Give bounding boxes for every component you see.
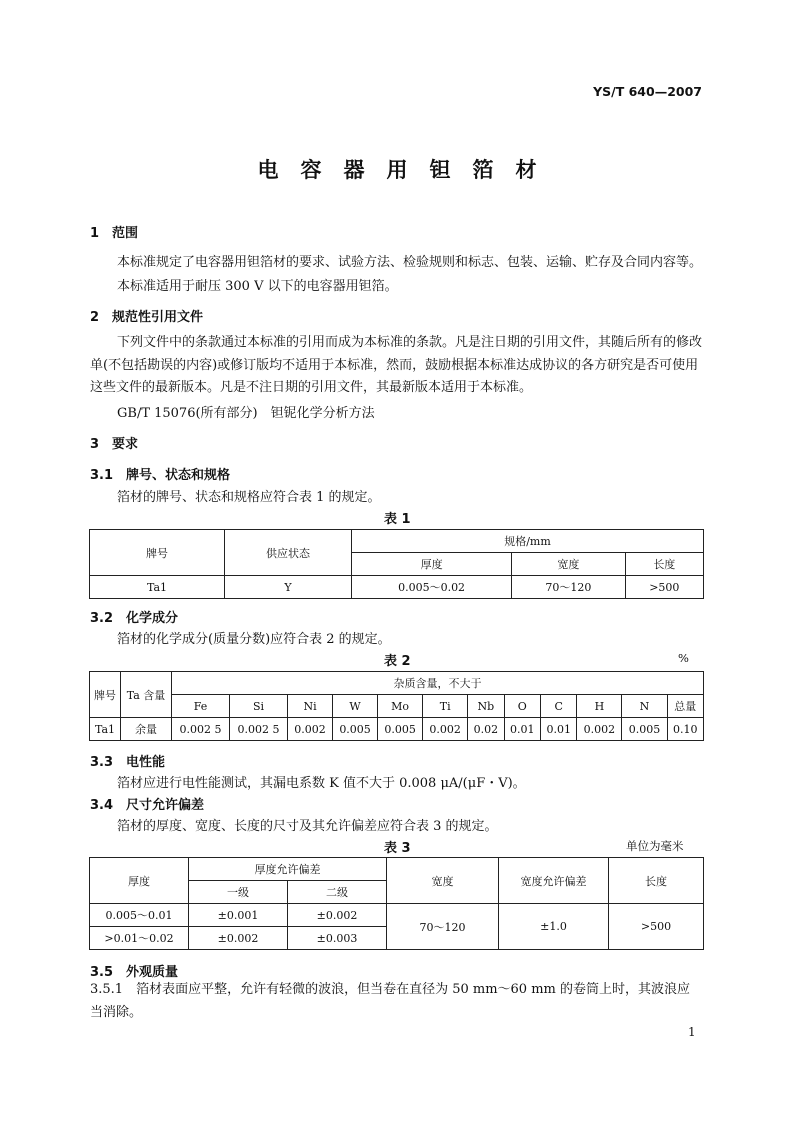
- table-1-caption: 表 1: [384, 512, 411, 527]
- t1-header-thickness: 厚度: [352, 553, 512, 576]
- section-1-para-1: 本标准规定了电容器用钽箔材的要求、试验方法、检验规则和标志、包装、运输、贮存及合同内容等。: [117, 255, 703, 270]
- section-3-1-heading: 3.1 牌号、状态和规格: [90, 468, 231, 483]
- t2-element: Fe: [172, 695, 230, 718]
- section-3-3-para: 箔材应进行电性能测试，其漏电系数 K 值不大于 0.008 μA/(μF・V)。: [117, 776, 526, 791]
- t2-element: 总量: [667, 695, 704, 718]
- table-1: [89, 529, 704, 599]
- document-title: 电容器用钽箔材: [257, 158, 559, 182]
- table-3: [89, 857, 704, 950]
- section-3-heading: 3 要求: [90, 437, 139, 452]
- t1-cell-grade: Ta1: [90, 576, 225, 599]
- section-1-heading: 1 范围: [90, 226, 139, 241]
- t3-header-thickness: 厚度: [90, 858, 189, 904]
- page-number: 1: [688, 1025, 696, 1039]
- section-1-para-2: 本标准适用于耐压 300 V 以下的电容器用钽箔。: [117, 279, 398, 294]
- t2-element: O: [504, 695, 540, 718]
- t1-cell-width: 70～120: [512, 576, 625, 599]
- t2-value: 0.005: [622, 718, 667, 741]
- t2-value: 0.01: [504, 718, 540, 741]
- table-row: [90, 904, 704, 927]
- t2-element: Nb: [468, 695, 504, 718]
- table-3-caption: 表 3: [384, 841, 411, 856]
- t3-header-grade-2: 二级: [288, 881, 387, 904]
- t1-header-width: 宽度: [512, 553, 625, 576]
- t1-cell-state: Y: [225, 576, 352, 599]
- t2-element: Ti: [423, 695, 468, 718]
- t1-cell-thickness: 0.005～0.02: [352, 576, 512, 599]
- t3-header-width: 宽度: [387, 858, 499, 904]
- reference-document: GB/T 15076(所有部分) 钽铌化学分析方法: [117, 406, 375, 421]
- t3-cell-width-tolerance: ±1.0: [499, 904, 609, 950]
- t3-cell-width: 70～120: [387, 904, 499, 950]
- t3-header-width-tolerance: 宽度允许偏差: [499, 858, 609, 904]
- t2-value: 0.02: [468, 718, 504, 741]
- t2-value: 0.005: [333, 718, 378, 741]
- t3-cell-grade-2: ±0.003: [288, 927, 387, 950]
- standard-number: YS/T 640—2007: [593, 84, 702, 99]
- t2-header-ta: Ta 含量: [121, 672, 172, 718]
- section-3-5-1-para: 3.5.1 箔材表面应平整，允许有轻微的波浪，但当卷在直径为 50 mm～60 mm 的卷筒上时，其波浪应当消除。: [90, 982, 690, 1020]
- section-3-2-heading: 3.2 化学成分: [90, 611, 179, 626]
- t2-value: 0.01: [541, 718, 577, 741]
- t2-cell-ta: 余量: [121, 718, 172, 741]
- t1-header-length: 长度: [625, 553, 703, 576]
- table-2-caption: 表 2: [384, 654, 411, 669]
- section-2-heading: 2 规范性引用文件: [90, 310, 204, 325]
- section-2-para: 下列文件中的条款通过本标准的引用而成为本标准的条款。凡是注日期的引用文件，其随后所有的修改单(不包括勘误的内容)或修订版均不适用于本标准，然而，鼓励根据本标准达成协议的各方研究是否可使用这些文件的最新版本。凡是不注日期的引用文件，其最新版本适用于本标准。: [90, 335, 703, 395]
- t1-header-grade: 牌号: [90, 530, 225, 576]
- t2-value: 0.10: [667, 718, 704, 741]
- section-3-3-heading: 3.3 电性能: [90, 755, 166, 770]
- t3-cell-grade-1: ±0.001: [189, 904, 288, 927]
- t3-cell-grade-2: ±0.002: [288, 904, 387, 927]
- t2-element: C: [541, 695, 577, 718]
- t2-element: Mo: [378, 695, 423, 718]
- t2-element: N: [622, 695, 667, 718]
- t2-element: H: [577, 695, 622, 718]
- table-2-unit: %: [678, 651, 689, 665]
- section-3-4-heading: 3.4 尺寸允许偏差: [90, 798, 205, 813]
- t3-cell-length: >500: [609, 904, 704, 950]
- t3-header-length: 长度: [609, 858, 704, 904]
- section-3-5-heading: 3.5 外观质量: [90, 965, 179, 980]
- t3-cell-thickness: >0.01～0.02: [90, 927, 189, 950]
- table-3-unit: 单位为毫米: [626, 839, 684, 853]
- t2-element: Si: [230, 695, 288, 718]
- t1-header-state: 供应状态: [225, 530, 352, 576]
- t2-value: 0.002 5: [172, 718, 230, 741]
- t3-cell-grade-1: ±0.002: [189, 927, 288, 950]
- t3-header-grade-1: 一级: [189, 881, 288, 904]
- t2-element: W: [333, 695, 378, 718]
- table-row: [90, 718, 704, 741]
- t3-header-tolerance: 厚度允许偏差: [189, 858, 387, 881]
- t1-cell-length: >500: [625, 576, 703, 599]
- table-2: [89, 671, 704, 741]
- t2-header-impurity: 杂质含量，不大于: [172, 672, 704, 695]
- t2-value: 0.005: [378, 718, 423, 741]
- section-3-1-para: 箔材的牌号、状态和规格应符合表 1 的规定。: [117, 490, 381, 505]
- section-3-2-para: 箔材的化学成分(质量分数)应符合表 2 的规定。: [117, 632, 391, 647]
- table-row: [90, 576, 704, 599]
- section-3-4-para: 箔材的厚度、宽度、长度的尺寸及其允许偏差应符合表 3 的规定。: [117, 819, 498, 834]
- t2-header-grade: 牌号: [90, 672, 121, 718]
- t2-value: 0.002: [288, 718, 333, 741]
- t2-cell-grade: Ta1: [90, 718, 121, 741]
- t2-value: 0.002: [423, 718, 468, 741]
- t2-element: Ni: [288, 695, 333, 718]
- t2-value: 0.002: [577, 718, 622, 741]
- t1-header-spec: 规格/mm: [352, 530, 704, 553]
- t3-cell-thickness: 0.005～0.01: [90, 904, 189, 927]
- t2-value: 0.002 5: [230, 718, 288, 741]
